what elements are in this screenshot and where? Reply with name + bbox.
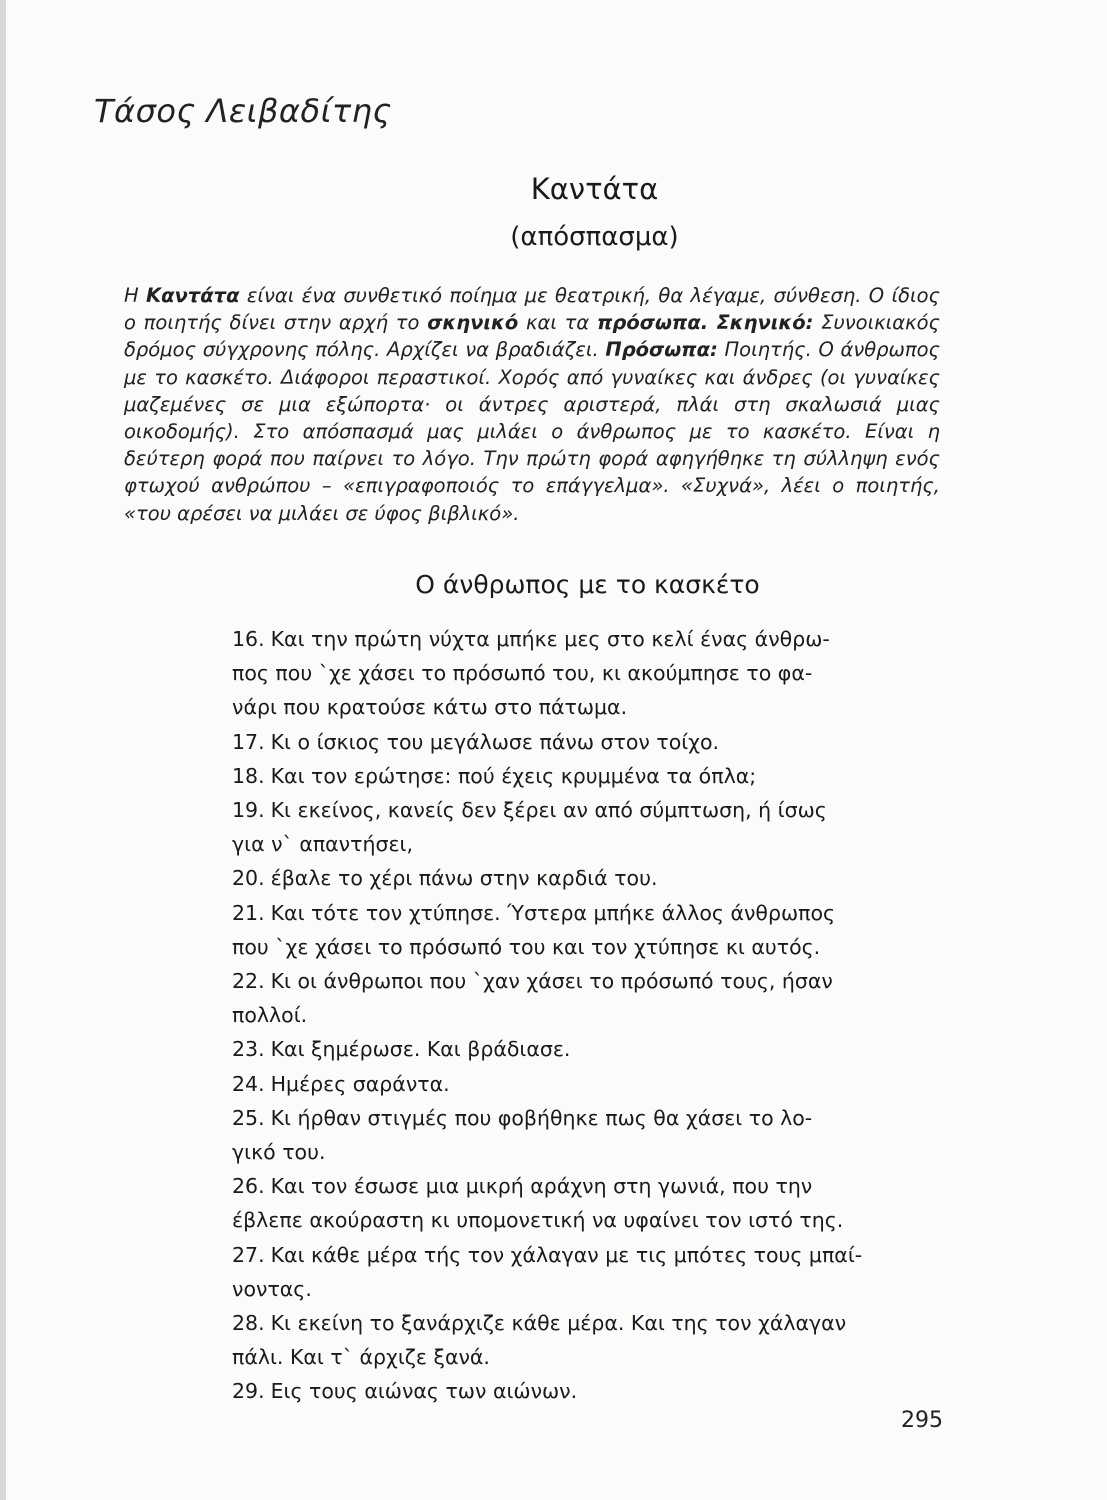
intro-text: Ποιητής. Ο άνθρωπος με το κασκέτο. Διάφοροι περαστικοί. Χορός από γυναίκες και άνδρες (οι γυναίκες μαζεμένες σε μια εξώπορτα· οι άντρες αριστερά, πλάι στη σκαλωσιά μιας οικοδομής). Στο απόσπασμά μας μιλάει ο άνθρωπος με το κασκέτο. Είναι η δεύτερη φορά που παίρνει το λόγο. Την πρώτη φορά αφηγήθηκε τη σύλληψη ενός φτωχού ανθρώπου – «επιγραφοποιός το επάγγελμα». «Συχνά», λέει ο ποιητής, «του αρέσει να μιλάει σε ύφος βιβλικό». — [124, 338, 940, 525]
verse-number: 26. — [232, 1174, 265, 1199]
verse-line — [232, 896, 892, 930]
verse-text: για ν` απαντήσει, — [232, 832, 413, 857]
verse-number: 25. — [232, 1105, 265, 1130]
verse-text: νοντας. — [232, 1276, 312, 1301]
verse-number: 28. — [232, 1311, 265, 1336]
verse-text: Κι εκείνη το ξανάρχιζε κάθε μέρα. Και της τον χάλαγαν — [270, 1311, 847, 1336]
verse-line — [232, 1272, 892, 1306]
verse-line — [232, 1135, 892, 1169]
verse-text: Και την πρώτη νύχτα μπήκε μες στο κελί ένας άνθρω- — [270, 627, 830, 651]
verse-text: νάρι που κρατούσε κάτω στο πάτωμα. — [232, 695, 628, 720]
author-heading: Τάσος Λειβαδίτης — [94, 92, 392, 130]
verse-line — [232, 1169, 892, 1203]
verse-number: 29. — [232, 1379, 265, 1404]
poem-subtitle: (απόσπασμα) — [510, 222, 679, 252]
verse-text: Και ξημέρωσε. Και βράδιασε. — [270, 1037, 571, 1062]
intro-paragraph — [124, 282, 940, 527]
verse-number: 16. — [232, 627, 265, 651]
verse-line — [232, 1032, 892, 1066]
verse-number: 22. — [232, 969, 265, 994]
verse-number: 21. — [232, 900, 265, 925]
verse-text: πος που `χε χάσει το πρόσωπό του, κι ακούμπησε το φα- — [232, 661, 813, 686]
poem-title: Καντάτα — [530, 172, 659, 206]
verse-text: έβλεπε ακούραστη κι υπομονετική να υφαίνει τον ιστό της. — [232, 1208, 844, 1233]
verse-number: 23. — [232, 1037, 265, 1062]
verse-line — [232, 690, 892, 724]
verse-text: Και τον έσωσε μια μικρή αράχνη στη γωνιά, που την — [270, 1174, 813, 1199]
intro-bold-persons-label: Πρόσωπα: — [605, 338, 718, 362]
verse-text: πάλι. Και τ` άρχιζε ξανά. — [232, 1345, 490, 1370]
verse-line — [232, 656, 892, 690]
intro-text: είναι ένα συνθετικό ποίημα με θεατρική, θα λέγαμε, σύνθεση. Ο ίδιος ο ποιητής δίνει στην αρχή το — [124, 284, 940, 335]
verse-line — [232, 1340, 892, 1374]
verse-number: 27. — [232, 1242, 265, 1267]
verse-number: 18. — [232, 763, 265, 788]
verse-text: έβαλε το χέρι πάνω στην καρδιά του. — [270, 866, 658, 891]
verse-text: Κι εκείνος, κανείς δεν ξέρει αν από σύμπτωση, ή ίσως — [270, 798, 827, 823]
verse-text: Εις τους αιώνας των αιώνων. — [270, 1379, 578, 1404]
section-title: Ο άνθρωπος με το κασκέτο — [415, 570, 760, 599]
verse-line — [232, 998, 892, 1032]
intro-bold-persons: πρόσωπα. Σκηνικό: — [596, 311, 814, 335]
verse-line — [232, 1374, 892, 1408]
verse-line — [232, 964, 892, 998]
verse-line — [232, 622, 892, 656]
intro-bold-scenery: σκηνικό — [427, 311, 519, 335]
verse-text: Και τότε τον χτύπησε. Ύστερα μπήκε άλλος άνθρωπος — [270, 900, 836, 925]
verse-text: πολλοί. — [232, 1003, 308, 1028]
verse-text: Κι ήρθαν στιγμές που φοβήθηκε πως θα χάσει το λο- — [270, 1105, 813, 1130]
verse-line — [232, 930, 892, 964]
intro-text: Η — [124, 284, 147, 307]
verse-text: Κι οι άνθρωποι που `χαν χάσει το πρόσωπό τους, ήσαν — [270, 969, 833, 994]
verse-text: Ημέρες σαράντα. — [270, 1071, 450, 1096]
verse-number: 24. — [232, 1071, 265, 1096]
verse-line — [232, 1067, 892, 1101]
intro-text: και τα — [518, 311, 597, 335]
verse-line — [232, 861, 892, 895]
verse-line — [232, 1238, 892, 1272]
verse-text: γικό του. — [232, 1140, 326, 1165]
verse-text: Κι ο ίσκιος του μεγάλωσε πάνω στον τοίχο. — [270, 729, 720, 754]
verse-line — [232, 793, 892, 827]
verse-line — [232, 1101, 892, 1135]
verse-text: Και κάθε μέρα τής τον χάλαγαν με τις μπότες τους μπαί- — [270, 1242, 863, 1267]
verse-line — [232, 725, 892, 759]
verse-line — [232, 1203, 892, 1237]
verse-text: Και τον ερώτησε: πού έχεις κρυμμένα τα όπλα; — [270, 763, 757, 788]
intro-text: Συνοικιακός δρόμος σύγχρονης πόλης. Αρχίζει να βραδιάζει. — [124, 311, 941, 362]
verse-list — [232, 622, 892, 1409]
verse-line — [232, 759, 892, 793]
intro-bold-cantata: Καντάτα — [146, 284, 240, 307]
verse-number: 20. — [232, 866, 265, 891]
verse-number: 19. — [232, 798, 265, 823]
verse-line — [232, 1306, 892, 1340]
verse-number: 17. — [232, 729, 265, 754]
page-number: 295 — [901, 1408, 943, 1433]
verse-line — [232, 827, 892, 861]
verse-text: που `χε χάσει το πρόσωπό του και τον χτύπησε κι αυτός. — [232, 934, 821, 959]
